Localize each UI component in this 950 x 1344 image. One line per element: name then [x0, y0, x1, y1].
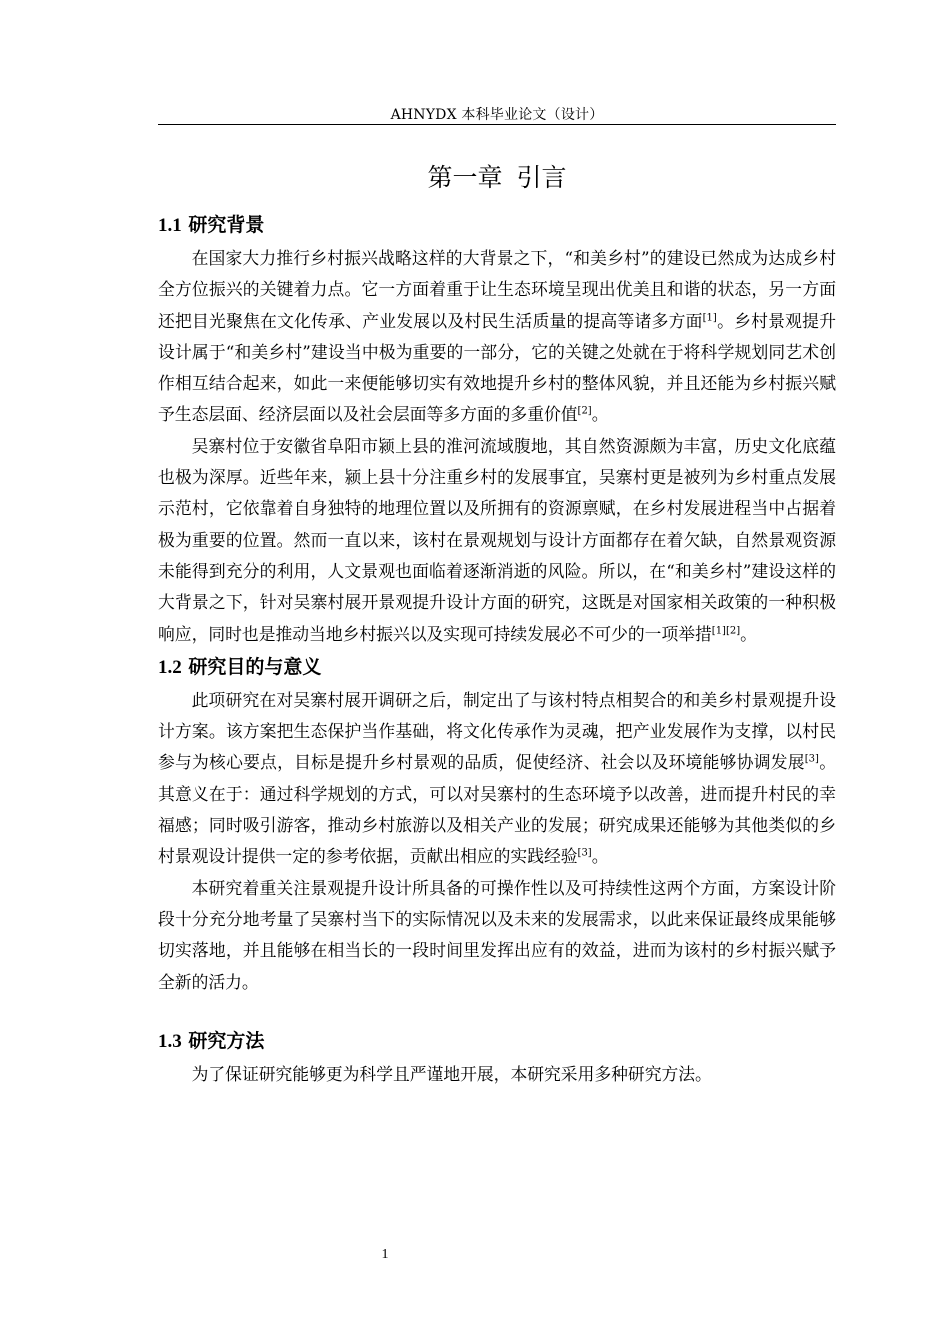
section-heading	[158, 650, 836, 685]
section-number: 1.2	[158, 656, 182, 678]
section-1-2	[158, 650, 836, 998]
text-segment: 。	[591, 404, 609, 425]
text-segment: 为了保证研究能够更为科学且严谨地开展，本研究采用多种研究方法。	[191, 1063, 712, 1084]
section-number: 1.3	[158, 1030, 182, 1052]
section-number: 1.1	[158, 215, 182, 236]
section-heading	[158, 1024, 836, 1059]
paragraph	[158, 243, 836, 431]
section-heading	[158, 208, 836, 243]
text-segment: 。乡村景观提升设计属于“和美乡村”建设当中极为重要的一部分，它的关键之处就在于将科学规划同艺术创作相互结合起来，如此一来便能够切实有效地提升乡村的整体风貌，并且还能为乡村振兴赋予生态层面、经济层面以及社会层面等多方面的多重价值	[158, 310, 836, 425]
text-segment: 。	[740, 623, 757, 644]
section-title: 研究目的与意义	[188, 655, 322, 678]
text-segment: 此项研究在对吴寨村展开调研之后，制定出了与该村特点相契合的和美乡村景观提升设计方案。该方案把生态保护当作基础，将文化传承作为灵魂，把产业发展作为支撑，以村民参与为核心要点，目标是提升乡村景观的品质，促使经济、社会以及环境能够协调发展	[158, 689, 836, 773]
paragraph	[158, 873, 836, 998]
text-segment: 。	[591, 846, 609, 867]
section-title: 研究方法	[188, 1029, 265, 1052]
page-content	[158, 150, 836, 1090]
paragraph	[158, 1059, 836, 1090]
paragraph	[158, 431, 836, 650]
text-segment: 本研究着重关注景观提升设计所具备的可操作性以及可持续性这两个方面，方案设计阶段十分充分地考量了吴寨村当下的实际情况以及未来的发展需求，以此来保证最终成果能够切实落地，并且能够在相当长的一段时间里发挥出应有的效益，进而为该村的乡村振兴赋予全新的活力。	[158, 877, 836, 992]
section-title: 研究背景	[188, 214, 265, 236]
page-number: 1	[381, 1247, 389, 1262]
text-segment: 在国家大力推行乡村振兴战略这样的大背景之下，“和美乡村”的建设已然成为达成乡村全方位振兴的关键着力点。它一方面着重于让生态环境呈现出优美且和谐的状态，另一方面还把目光聚焦在文化传承、产业发展以及村民生活质量的提高等诸多方面	[158, 248, 836, 331]
chapter-title: 第一章 引言	[427, 163, 567, 192]
header-rule	[158, 124, 836, 125]
paragraph	[158, 685, 836, 873]
section-1-3	[158, 1024, 836, 1090]
section-1-1	[158, 208, 836, 650]
citation: [1][2]	[711, 624, 741, 636]
running-header: AHNYDX 本科毕业论文（设计）	[390, 107, 604, 123]
citation: [3]	[804, 753, 819, 765]
spacer	[158, 998, 836, 1024]
text-segment: 。其意义在于：通过科学规划的方式，可以对吴寨村的生态环境予以改善，进而提升村民的幸福感；同时吸引游客，推动乡村旅游以及相关产业的发展；研究成果还能够为其他类似的乡村景观设计提供一定的参考依据，贡献出相应的实践经验	[158, 752, 836, 867]
citation: [1]	[702, 312, 717, 323]
citation: [3]	[577, 847, 592, 859]
citation: [2]	[577, 405, 592, 417]
text-segment: 吴寨村位于安徽省阜阳市颍上县的淮河流域腹地，其自然资源颇为丰富，历史文化底蕴也极为深厚。近些年来，颍上县十分注重乡村的发展事宜，吴寨村更是被列为乡村重点发展示范村，它依靠着自身独特的地理位置以及所拥有的资源禀赋，在乡村发展进程当中占据着极为重要的位置。然而一直以来，该村在景观规划与设计方面都存在着欠缺，自然景观资源未能得到充分的利用，人文景观也面临着逐渐消逝的风险。所以，在“和美乡村”建设这样的大背景之下，针对吴寨村展开景观提升设计方面的研究，这既是对国家相关政策的一种积极响应，同时也是推动当地乡村振兴以及实现可持续发展必不可少的一项举措	[158, 435, 836, 644]
